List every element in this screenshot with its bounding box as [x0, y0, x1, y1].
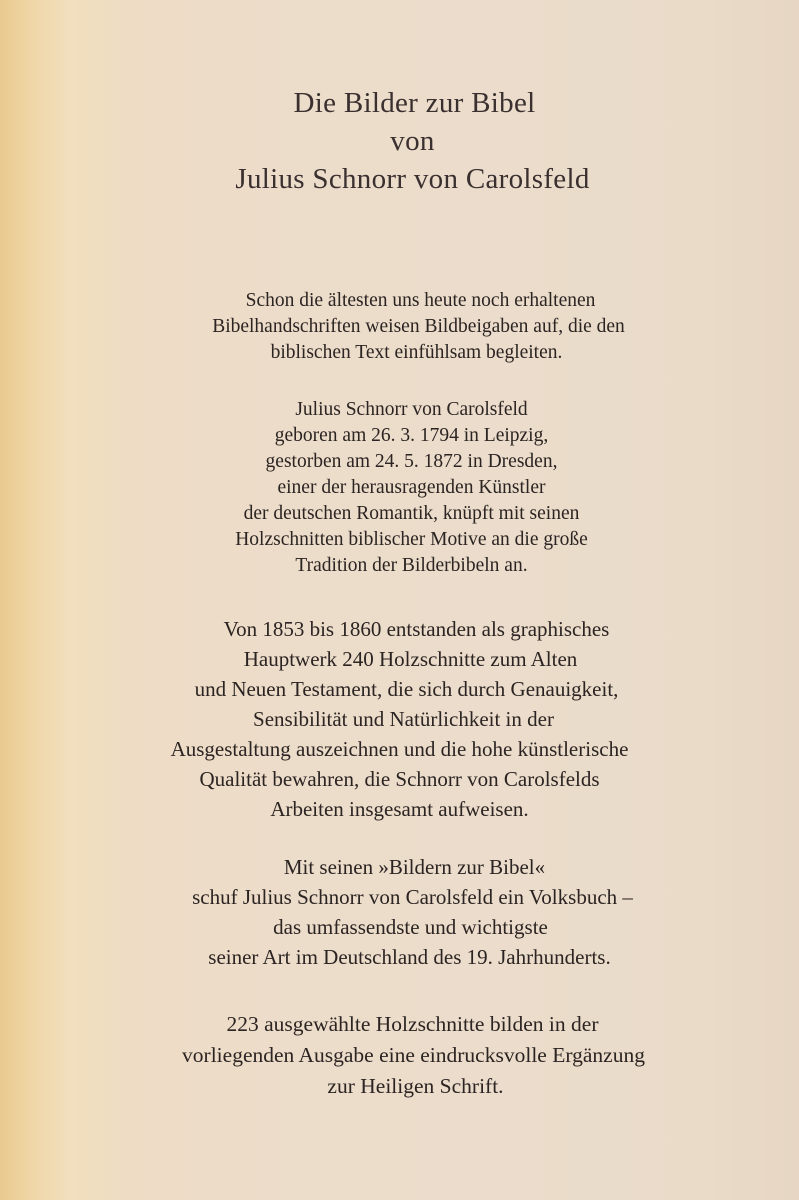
title-line-1: Die Bilder zur Bibel: [293, 87, 536, 119]
text-line: und Neuen Testament, die sich durch Genauigkeit,: [194, 677, 619, 701]
text-line: das umfassendste und wichtigste: [273, 915, 548, 939]
text-line: seiner Art im Deutschland des 19. Jahrhunderts.: [208, 945, 611, 969]
text-line: Holzschnitten biblischer Motive an die große: [235, 529, 588, 550]
text-line: Sensibilität und Natürlichkeit in der: [253, 707, 554, 731]
text-line: 223 ausgewählte Holzschnitte bilden in der: [226, 1012, 599, 1036]
text-line: Mit seinen »Bildern zur Bibel«: [283, 855, 546, 879]
text-line: Ausgestaltung auszeichnen und die hohe künstlerische: [170, 737, 629, 761]
title-line-3: Julius Schnorr von Carolsfeld: [235, 163, 590, 195]
page-title: [0, 84, 799, 198]
text-line: der deutschen Romantik, knüpft mit seinen: [243, 503, 580, 524]
text-line: Qualität bewahren, die Schnorr von Carolsfelds: [199, 767, 600, 791]
text-line: Bibelhandschriften weisen Bildbeigaben auf, die den: [212, 316, 625, 337]
text-line: Von 1853 bis 1860 entstanden als graphisches: [223, 617, 610, 641]
text-line: schuf Julius Schnorr von Carolsfeld ein Volksbuch –: [192, 885, 633, 909]
text-line: Tradition der Bilderbibeln an.: [295, 555, 528, 576]
text-line: gestorben am 24. 5. 1872 in Dresden,: [265, 451, 558, 472]
text-line: vorliegenden Ausgabe eine eindrucksvolle Ergänzung: [182, 1043, 645, 1067]
paragraph-intro: [0, 288, 799, 366]
text-line: zur Heiligen Schrift.: [327, 1074, 504, 1098]
title-line-2: von: [390, 125, 435, 157]
text-line: geboren am 26. 3. 1794 in Leipzig,: [274, 425, 549, 446]
paragraph-main-work: [0, 614, 799, 824]
text-line: Arbeiten insgesamt aufweisen.: [270, 797, 529, 821]
text-line: einer der herausragenden Künstler: [277, 477, 546, 498]
paragraph-biography: [0, 397, 799, 579]
text-line: biblischen Text einfühlsam begleiten.: [270, 342, 563, 363]
show-through-shadow: [0, 40, 799, 80]
paragraph-volksbuch: [0, 852, 799, 972]
paragraph-edition: [0, 1009, 799, 1102]
text-line: Julius Schnorr von Carolsfeld: [295, 399, 528, 420]
text-line: Schon die ältesten uns heute noch erhaltenen: [245, 290, 596, 311]
text-line: Hauptwerk 240 Holzschnitte zum Alten: [243, 647, 578, 671]
